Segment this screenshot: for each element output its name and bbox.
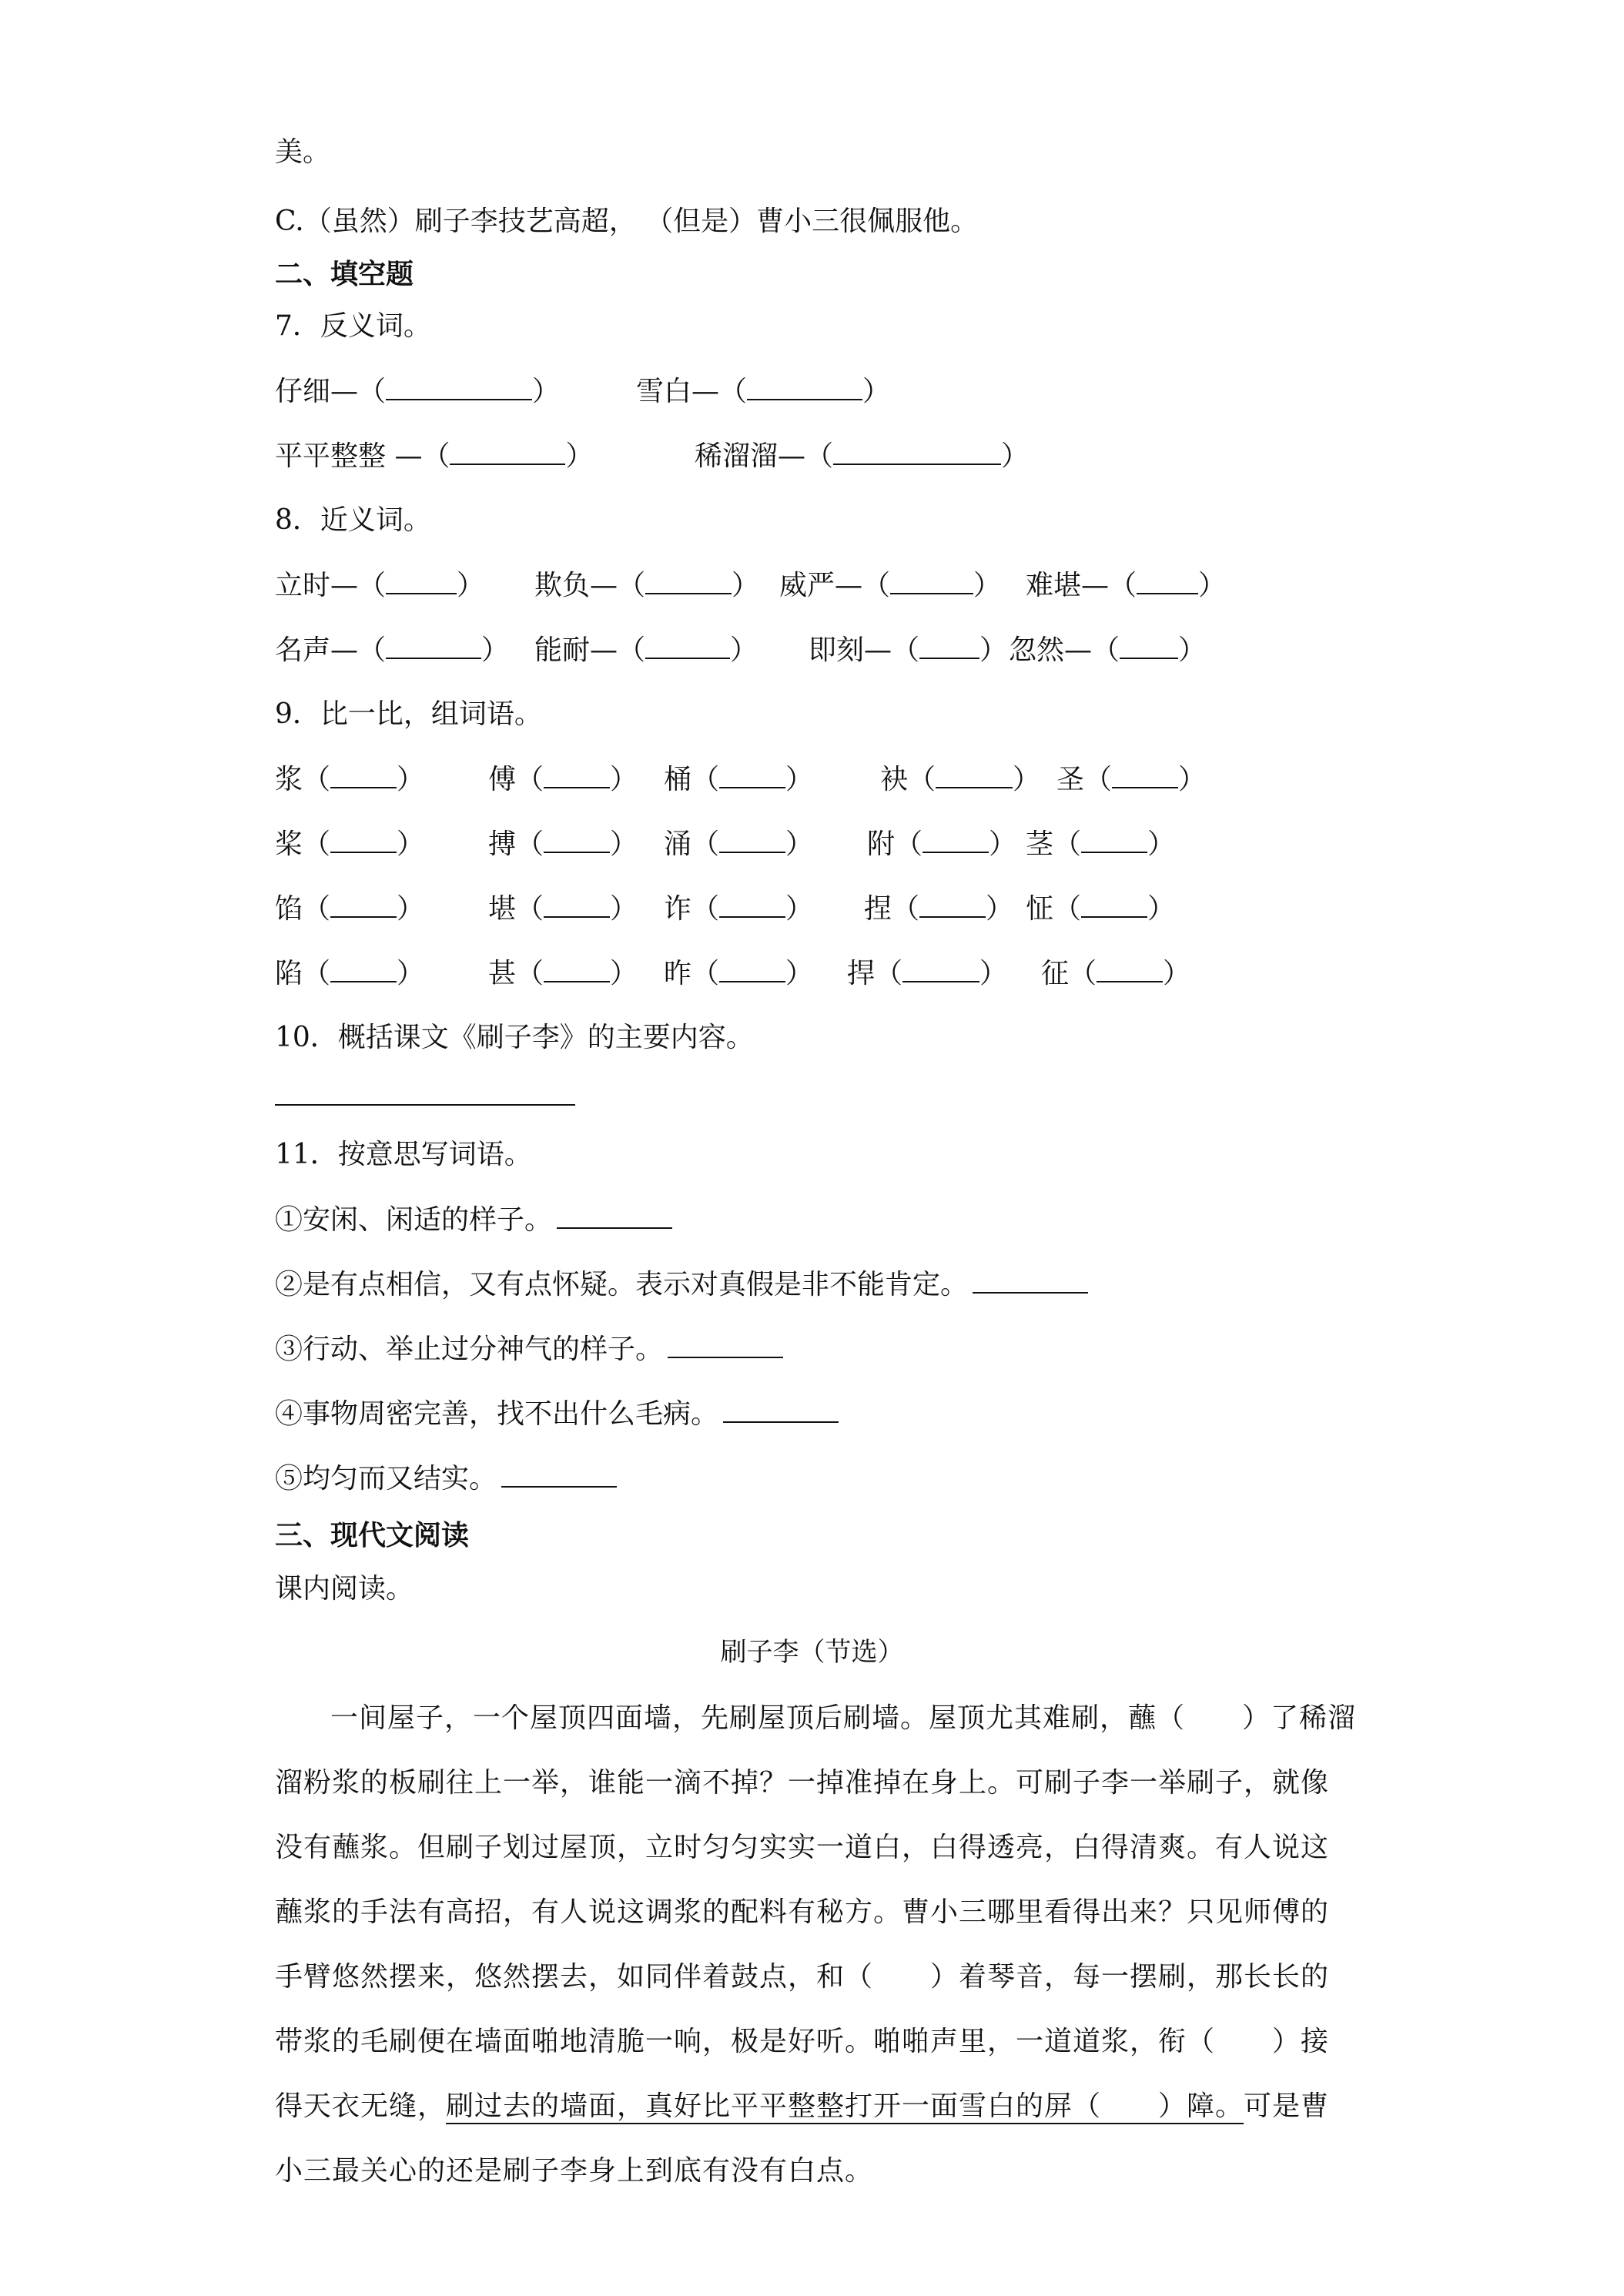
q9-item: 圣（ ） [1056,761,1206,798]
q9-item: 袂（ ） [880,761,1040,798]
q8-item: 能耐—（ ） [534,631,758,669]
answer-blank[interactable] [723,1395,839,1423]
answer-blank[interactable] [719,955,785,982]
answer-blank[interactable] [890,567,973,594]
q6-tail-text: 美。 [275,136,331,168]
q9-item: 怔（ ） [1026,890,1175,928]
answer-blank[interactable] [719,761,785,788]
q9-item: 征（ ） [1041,955,1190,992]
answer-blank[interactable] [747,373,862,400]
answer-blank[interactable] [1081,890,1147,918]
answer-blank[interactable] [1081,825,1147,853]
q9-item: 茎（ ） [1026,825,1175,863]
q8-item: 立时—（ ） [275,567,484,604]
q9-item: 馅（ ） [275,890,424,928]
answer-blank[interactable] [936,761,1013,788]
answer-blank[interactable] [330,890,397,918]
q8-item: 名声—（ ） [275,631,509,669]
passage-title: 刷子李（节选） [720,1637,904,1668]
answer-blank[interactable] [719,890,785,918]
q7-item: 稀溜溜—（ ） [695,437,1029,475]
answer-blank[interactable] [919,890,986,918]
passage-text-end: 可是曹小三最关心的还是刷子李身上到底有没有白点。 [275,2090,1330,2187]
answer-blank[interactable] [1112,761,1178,788]
q7-item: 仔细—（ ） [275,373,560,410]
q9-item: 昨（ ） [664,955,813,992]
q8-item: 难堪—（ ） [1026,567,1226,604]
q9-item: 桶（ ） [664,761,813,798]
q11-item: ⑤均匀而又结实。 [275,1460,617,1498]
answer-blank[interactable] [386,631,481,659]
q10-prompt: 10．概括课文《刷子李》的主要内容。 [275,1022,754,1053]
answer-blank[interactable] [330,825,397,853]
q9-item: 甚（ ） [488,955,638,992]
answer-blank[interactable] [557,1201,672,1229]
q11-item: ②是有点相信，又有点怀疑。表示对真假是非不能肯定。 [275,1266,1088,1304]
answer-blank[interactable] [544,890,610,918]
answer-blank[interactable] [1097,955,1163,982]
answer-blank[interactable] [544,825,610,853]
q10-answer-line[interactable] [275,1104,575,1106]
q9-item: 搏（ ） [488,825,638,863]
q8-item: 即刻—（ ） [809,631,1007,669]
q7-item: 雪白—（ ） [636,373,890,410]
q9-item: 捏（ ） [864,890,1013,928]
q7-item: 平平整整 —（ ） [275,437,593,475]
q9-item: 涌（ ） [664,825,813,863]
q9-item: 捍（ ） [847,955,1007,992]
answer-blank[interactable] [645,567,732,594]
answer-blank[interactable] [450,437,565,465]
underlined-sentence: 刷过去的墙面，真好比平平整整打开一面雪白的屏（ ）障。 [446,2090,1244,2122]
answer-blank[interactable] [386,373,532,400]
answer-blank[interactable] [919,631,979,659]
answer-blank[interactable] [973,1266,1088,1294]
answer-blank[interactable] [902,955,979,982]
q9-title: 9．比一比，组词语。 [275,698,542,730]
q9-item: 诈（ ） [664,890,813,928]
q11-item: ①安闲、闲适的样子。 [275,1201,672,1239]
q9-item: 浆（ ） [275,761,424,798]
answer-blank[interactable] [1137,567,1198,594]
q8-item: 忽然—（ ） [1009,631,1206,669]
q9-item: 堪（ ） [488,890,638,928]
passage-text: 一间屋子，一个屋顶四面墙，先刷屋顶后刷墙。屋顶尤其难刷，蘸（ ）了稀溜溜粉浆的板刷往上一举，谁能一滴不掉？一掉准掉在身上。可刷子李一举刷子，就像没有蘸浆。但刷子划过屋顶，立时匀匀实实一道白，白得透亮，白得清爽。有人说这蘸浆的手法有高招，有人说这调浆的配料有秘方。曹小三哪里看得出来？只见师傅的手臂悠然摆来，悠然摆去，如同伴着鼓点，和（ ）着琴音，每一摆刷，那长长的带浆的毛刷便在墙面啪地清脆一响，极是好听。啪啪声里，一道道浆，衔（ ）接得天衣无缝， [275,1702,1357,2122]
answer-blank[interactable] [1120,631,1178,659]
q11-item: ③行动、举止过分神气的样子。 [275,1330,783,1368]
answer-blank[interactable] [501,1460,617,1488]
q8-title: 8．近义词。 [275,504,431,536]
answer-blank[interactable] [719,825,785,853]
answer-blank[interactable] [386,567,457,594]
q9-item: 陷（ ） [275,955,424,992]
answer-blank[interactable] [668,1330,783,1358]
reading-intro: 课内阅读。 [275,1573,414,1605]
q11-title: 11．按意思写词语。 [275,1139,532,1170]
passage-paragraph [275,1686,1356,2204]
answer-blank[interactable] [330,761,397,788]
answer-blank[interactable] [645,631,730,659]
q8-item: 欺负—（ ） [534,567,759,604]
section-heading-fill-blank: 二、填空题 [275,258,414,290]
q6-option-c: C.（虽然）刷子李技艺高超， （但是）曹小三很佩服他。 [275,206,979,237]
q9-item: 桨（ ） [275,825,424,863]
q8-item: 威严—（ ） [779,567,1001,604]
q9-item: 附（ ） [867,825,1016,863]
answer-blank[interactable] [922,825,989,853]
answer-blank[interactable] [833,437,1001,465]
q9-item: 傅（ ） [488,761,638,798]
answer-blank[interactable] [544,955,610,982]
section-heading-reading: 三、现代文阅读 [275,1519,470,1551]
answer-blank[interactable] [330,955,397,982]
q11-item: ④事物周密完善，找不出什么毛病。 [275,1395,839,1433]
answer-blank[interactable] [544,761,610,788]
q7-title: 7．反义词。 [275,310,431,342]
